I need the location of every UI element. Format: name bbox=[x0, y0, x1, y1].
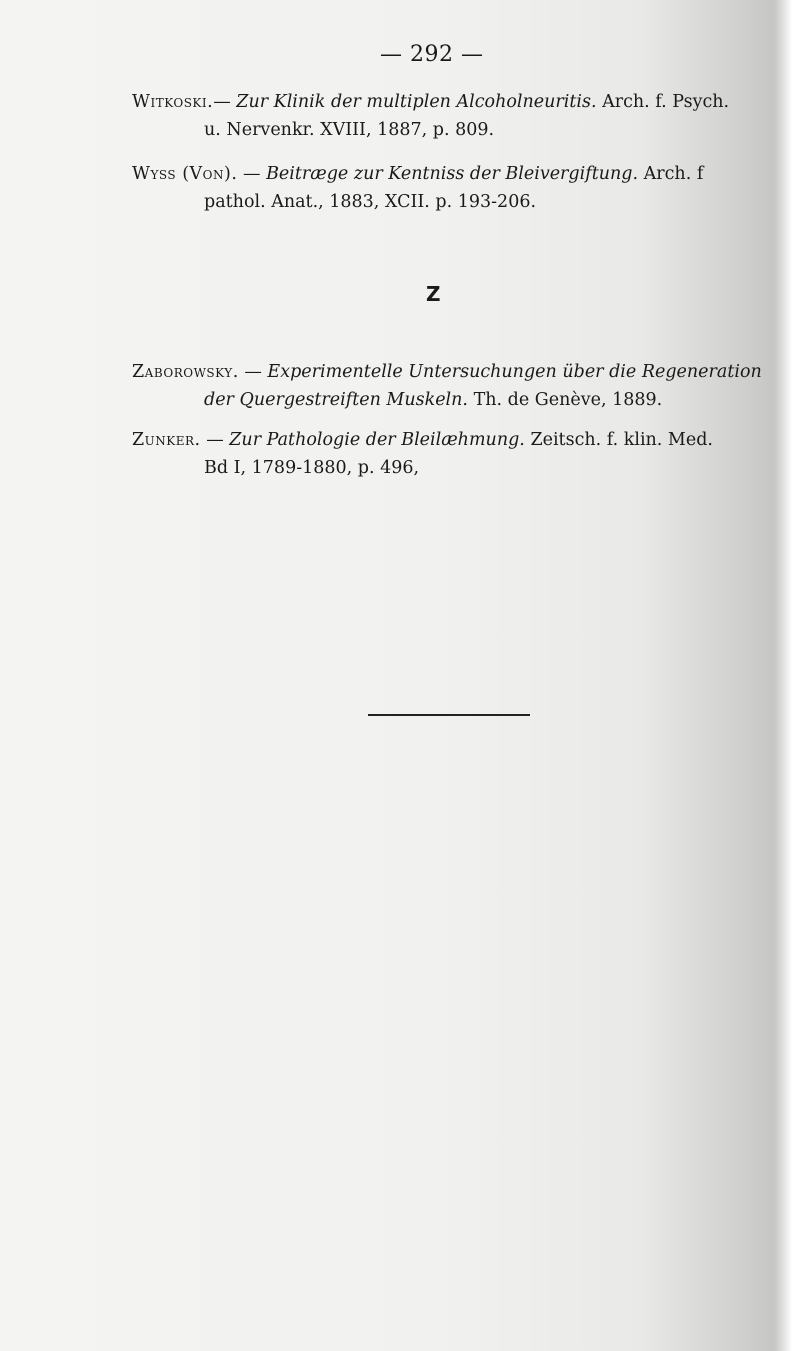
end-rule-divider bbox=[368, 714, 530, 716]
entry-source-continued: Bd I, 1789-1880, p. 496, bbox=[204, 458, 420, 478]
bibliography-entry bbox=[132, 88, 752, 144]
entry-title: Zur Pathologie der Bleilæhmung. bbox=[229, 430, 525, 450]
entry-title: Beitræge zur Kentniss der Bleivergiftung. bbox=[266, 164, 639, 184]
entry-source: Zeitsch. f. klin. Med. bbox=[530, 430, 713, 450]
entry-author: Witkoski. bbox=[132, 92, 214, 112]
entry-source: Arch. f bbox=[643, 164, 704, 184]
entry-title: Zur Klinik der multiplen Alcoholneuritis. bbox=[236, 92, 597, 112]
entry-source-continued: pathol. Anat., 1883, XCII. p. 193-206. bbox=[204, 192, 537, 212]
entry-separator: — bbox=[244, 362, 262, 382]
entry-author: Zaborowsky. bbox=[132, 362, 239, 382]
entry-title: Experimentelle Untersuchungen über die Regeneration bbox=[267, 362, 762, 382]
bibliography-entry bbox=[132, 426, 762, 482]
section-letter: Z bbox=[426, 282, 441, 306]
bibliography-entry bbox=[132, 160, 752, 216]
entry-source: Arch. f. Psych. bbox=[602, 92, 730, 112]
page-edge bbox=[774, 0, 800, 1351]
entry-author: Zunker. bbox=[132, 430, 201, 450]
entry-separator: — bbox=[206, 430, 224, 450]
bibliography-entry bbox=[132, 358, 762, 414]
entry-title-continued: der Quergestreiften Muskeln. bbox=[204, 390, 468, 410]
entry-separator: — bbox=[213, 92, 231, 112]
entry-separator: — bbox=[242, 164, 261, 184]
page-number: — 292 — bbox=[380, 42, 484, 67]
entry-author: Wyss (Von). bbox=[132, 164, 238, 184]
entry-source: Th. de Genève, 1889. bbox=[473, 390, 663, 410]
entry-source-continued: u. Nervenkr. XVIII, 1887, p. 809. bbox=[204, 120, 495, 140]
